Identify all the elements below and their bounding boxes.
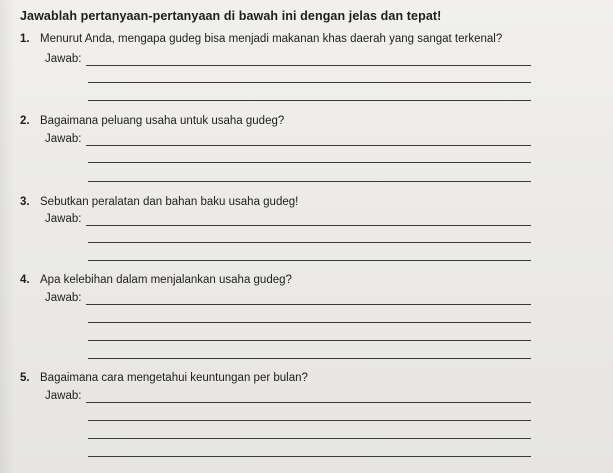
question-5 bbox=[20, 372, 308, 384]
answer-line[interactable] bbox=[88, 456, 531, 457]
answer-line[interactable] bbox=[88, 420, 531, 421]
answer-label-1: Jawab: bbox=[45, 53, 82, 65]
question-3 bbox=[20, 196, 298, 208]
question-text: Apa kelebihan dalam menjalankan usaha gudeg? bbox=[40, 274, 292, 286]
answer-line[interactable] bbox=[88, 260, 531, 261]
question-number: 1. bbox=[20, 33, 30, 45]
question-1 bbox=[20, 33, 502, 45]
answer-label-4: Jawab: bbox=[45, 292, 82, 304]
answer-line[interactable] bbox=[88, 438, 531, 439]
answer-line[interactable] bbox=[88, 100, 531, 101]
question-number: 5. bbox=[20, 372, 30, 384]
answer-line[interactable] bbox=[88, 242, 531, 243]
question-2 bbox=[20, 115, 284, 127]
question-text: Sebutkan peralatan dan bahan baku usaha gudeg! bbox=[40, 196, 299, 208]
answer-label-2: Jawab: bbox=[45, 133, 82, 145]
question-4 bbox=[20, 274, 292, 286]
answer-line[interactable] bbox=[86, 304, 531, 305]
question-text: Menurut Anda, mengapa gudeg bisa menjadi makanan khas daerah yang sangat terkenal? bbox=[40, 33, 503, 45]
answer-label-3: Jawab: bbox=[45, 213, 82, 225]
answer-line[interactable] bbox=[86, 145, 531, 146]
question-number: 4. bbox=[20, 274, 30, 286]
question-number: 3. bbox=[20, 196, 30, 208]
question-text: Bagaimana cara mengetahui keuntungan per bulan? bbox=[40, 372, 308, 384]
answer-line[interactable] bbox=[88, 322, 531, 323]
question-number: 2. bbox=[20, 115, 30, 127]
answer-line[interactable] bbox=[86, 65, 531, 66]
question-text: Bagaimana peluang usaha untuk usaha gudeg? bbox=[40, 115, 285, 127]
answer-line[interactable] bbox=[88, 162, 531, 163]
answer-line[interactable] bbox=[86, 402, 531, 403]
answer-line[interactable] bbox=[88, 181, 531, 182]
page-shadow bbox=[0, 0, 14, 473]
answer-label-5: Jawab: bbox=[45, 390, 82, 402]
answer-line[interactable] bbox=[86, 225, 531, 226]
answer-line[interactable] bbox=[88, 82, 531, 83]
worksheet-instruction: Jawablah pertanyaan-pertanyaan di bawah ini dengan jelas dan tepat! bbox=[20, 9, 442, 23]
answer-line[interactable] bbox=[88, 340, 531, 341]
answer-line[interactable] bbox=[88, 358, 531, 359]
